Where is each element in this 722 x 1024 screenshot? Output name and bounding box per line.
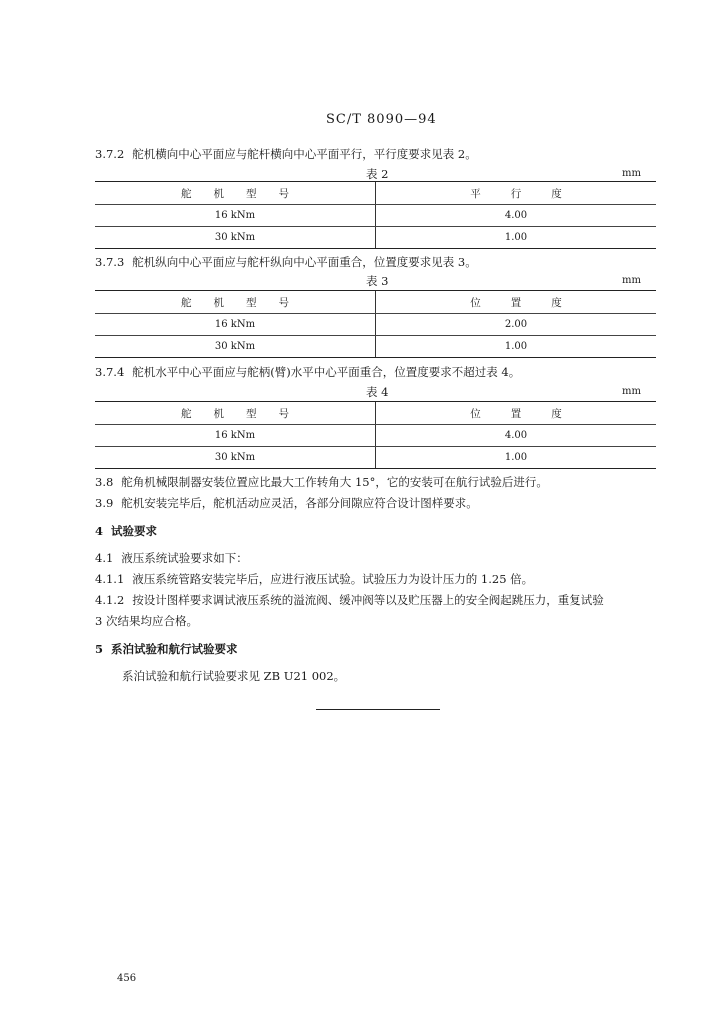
- table-row: [95, 424, 656, 446]
- table-header-row: [95, 291, 656, 313]
- clause-text: 舵角机械限制器安装位置应比最大工作转角大 15°，它的安装可在航行试验后进行。: [121, 475, 548, 489]
- col-header-position: 位置度: [470, 407, 592, 420]
- clause-text: 舵机纵向中心平面应与舵杆纵向中心平面重合，位置度要求见表 3。: [132, 255, 477, 269]
- section-number: 5: [95, 642, 104, 656]
- table-2: [95, 181, 656, 249]
- section-5-heading: [95, 641, 238, 657]
- cell-value: 1.00: [504, 452, 528, 463]
- table-header-row: [95, 402, 656, 424]
- col-header-position: 位置度: [470, 296, 592, 309]
- table-4: [95, 401, 656, 469]
- clause-number: 3.7.4: [95, 365, 125, 379]
- table-3-unit: mm: [622, 275, 641, 286]
- cell-value: 1.00: [504, 232, 528, 243]
- clause-text-line-1: 按设计图样要求调试液压系统的溢流阀、缓冲阀等以及贮压器上的安全阀起跳压力，重复试验: [132, 593, 604, 607]
- cell-model: 16 kNm: [214, 430, 256, 441]
- cell-model: 30 kNm: [214, 452, 256, 463]
- cell-model: 30 kNm: [214, 341, 256, 352]
- table-row: [95, 204, 656, 226]
- table-row: [95, 446, 656, 468]
- table-row: [95, 335, 656, 357]
- col-header-parallelism: 平行度: [470, 187, 592, 200]
- table-header-row: [95, 182, 656, 204]
- cell-value: 2.00: [504, 319, 528, 330]
- clause-text: 舵机安装完毕后，舵机活动应灵活，各部分间隙应符合设计图样要求。: [121, 496, 478, 510]
- clause-number: 3.7.3: [95, 255, 125, 269]
- end-of-standard-rule: [316, 709, 440, 710]
- clause-text: 舵机水平中心平面应与舵柄(臂)水平中心平面重合，位置度要求不超过表 4。: [132, 365, 521, 379]
- section-title: 试验要求: [111, 524, 158, 538]
- clause-text: 液压系统试验要求如下：: [121, 551, 248, 565]
- table-2-unit: mm: [622, 168, 641, 179]
- section-number: 4: [95, 524, 104, 538]
- clause-3-8: [95, 474, 548, 490]
- cell-model: 30 kNm: [214, 232, 256, 243]
- table-4-caption: 表 4: [366, 385, 389, 399]
- clause-3-9: [95, 495, 478, 511]
- section-title: 系泊试验和航行试验要求: [111, 642, 238, 656]
- standard-number-header: SC/T 8090—94: [326, 112, 437, 127]
- clause-4-1-2-continued: 3 次结果均应合格。: [95, 614, 198, 628]
- clause-text: 舵机横向中心平面应与舵杆横向中心平面平行，平行度要求见表 2。: [132, 147, 477, 161]
- clause-4-1-1: [95, 571, 533, 587]
- clause-text: 液压系统管路安装完毕后，应进行液压试验。试验压力为设计压力的 1.25 倍。: [132, 572, 534, 586]
- clause-3-7-3: [95, 254, 477, 270]
- clause-number: 4.1: [95, 551, 114, 565]
- table-2-caption: 表 2: [366, 167, 389, 181]
- clause-number: 4.1.2: [95, 593, 125, 607]
- page-number: 456: [117, 973, 137, 984]
- cell-model: 16 kNm: [214, 210, 256, 221]
- cell-value: 4.00: [504, 430, 528, 441]
- clause-3-7-2: [95, 146, 477, 162]
- clause-4-1: [95, 550, 248, 566]
- table-row: [95, 313, 656, 335]
- table-row: [95, 226, 656, 248]
- section-4-heading: [95, 523, 157, 539]
- clause-3-7-4: [95, 364, 520, 380]
- col-header-model: 舵机型号: [181, 407, 311, 420]
- cell-value: 4.00: [504, 210, 528, 221]
- col-header-model: 舵机型号: [181, 187, 311, 200]
- col-header-model: 舵机型号: [181, 296, 311, 309]
- clause-number: 3.8: [95, 475, 114, 489]
- table-3-caption: 表 3: [366, 274, 389, 288]
- clause-number: 3.9: [95, 496, 114, 510]
- cell-value: 1.00: [504, 341, 528, 352]
- section-5-body: 系泊试验和航行试验要求见 ZB U21 002。: [122, 669, 346, 683]
- clause-4-1-2: [95, 592, 604, 608]
- clause-number: 4.1.1: [95, 572, 125, 586]
- clause-number: 3.7.2: [95, 147, 125, 161]
- table-4-unit: mm: [622, 386, 641, 397]
- cell-model: 16 kNm: [214, 319, 256, 330]
- table-3: [95, 290, 656, 358]
